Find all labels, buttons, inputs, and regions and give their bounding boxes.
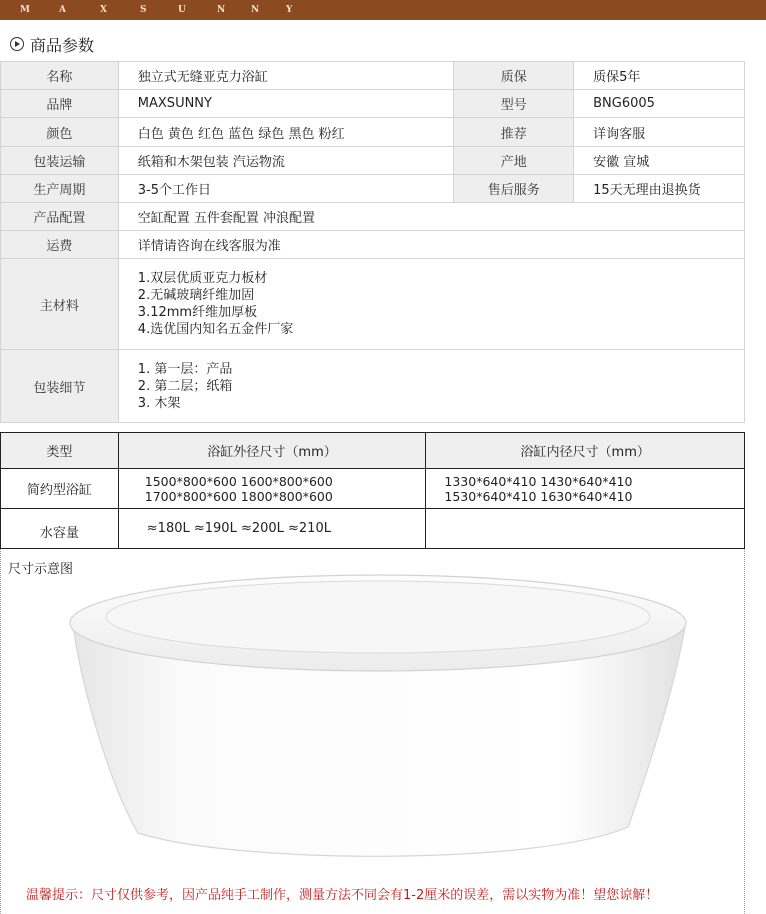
- param-row: [1, 118, 745, 147]
- materials-line: 4.选优国内知名五金件厂家: [137, 322, 294, 337]
- param-label: 售后服务: [454, 175, 574, 203]
- sizes-row: [1, 469, 745, 509]
- capacity-values: ≈180L ≈190L ≈200L ≈210L: [118, 509, 426, 549]
- brand-letter: X: [100, 5, 107, 15]
- param-label: 运费: [1, 231, 119, 259]
- packing-list: [118, 350, 744, 423]
- bathtub-image: [60, 565, 700, 875]
- param-value: 详询客服: [574, 118, 745, 147]
- sizes-header-type: 类型: [1, 433, 119, 469]
- outer-size-line: 1500*800*600 1600*800*600: [144, 473, 333, 489]
- packing-line: 1. 第一层：产品: [137, 361, 233, 377]
- section-title: [10, 33, 94, 55]
- section-title-text: 商品参数: [30, 35, 95, 55]
- param-label: 颜色: [1, 118, 119, 147]
- diagram-label: 尺寸示意图: [8, 562, 74, 577]
- param-label: 包装运输: [1, 147, 119, 175]
- param-value: 质保5年: [574, 62, 745, 90]
- param-row: [1, 203, 745, 231]
- tub-inner: [106, 581, 650, 653]
- brand-letter: N: [217, 5, 226, 15]
- brand-letter: A: [59, 5, 66, 15]
- param-row-materials: [1, 259, 745, 350]
- brand-letter: Y: [286, 5, 293, 15]
- param-value: BNG6005: [574, 90, 745, 118]
- params-table: [0, 61, 745, 423]
- brand-letter: S: [140, 5, 147, 15]
- sizes-table: [0, 432, 745, 549]
- sizes-type-label: 简约型浴缸: [1, 469, 119, 509]
- packing-line: 2. 第二层；纸箱: [137, 378, 233, 394]
- inner-size-line: 1530*640*410 1630*640*410: [444, 488, 633, 504]
- param-label: 包装细节: [1, 350, 119, 423]
- param-value: 15天无理由退换货: [574, 175, 745, 203]
- param-label: 产地: [454, 147, 574, 175]
- param-row-packing: [1, 350, 745, 423]
- sizes-header-outer: 浴缸外径尺寸（mm）: [118, 433, 426, 469]
- param-label: 生产周期: [1, 175, 119, 203]
- param-row: [1, 231, 745, 259]
- materials-line: 2.无碱玻璃纤维加固: [137, 288, 255, 303]
- play-circle-icon: [10, 37, 24, 51]
- param-label: 产品配置: [1, 203, 119, 231]
- param-label: 主材料: [1, 259, 119, 350]
- sizes-header-row: [1, 433, 745, 469]
- param-value: 空缸配置 五件套配置 冲浪配置: [118, 203, 744, 231]
- param-value: 详情请咨询在线客服为准: [118, 231, 744, 259]
- param-row: [1, 62, 745, 90]
- param-value: 独立式无缝亚克力浴缸: [118, 62, 454, 90]
- param-value: 安徽 宣城: [574, 147, 745, 175]
- param-label: 型号: [454, 90, 574, 118]
- inner-size-line: 1330*640*410 1430*640*410: [444, 473, 633, 489]
- param-row: [1, 147, 745, 175]
- inner-sizes: [426, 469, 745, 509]
- param-label: 名称: [1, 62, 119, 90]
- brand-letter: N: [251, 5, 260, 15]
- materials-line: 3.12mm纤维加厚板: [137, 305, 258, 320]
- param-label: 推荐: [454, 118, 574, 147]
- materials-line: 1.双层优质亚克力板材: [137, 271, 268, 286]
- capacity-label: 水容量: [1, 509, 119, 549]
- param-value: 白色 黄色 红色 蓝色 绿色 黑色 粉红: [118, 118, 454, 147]
- param-label: 质保: [454, 62, 574, 90]
- outer-size-line: 1700*800*600 1800*800*600: [144, 488, 333, 504]
- param-value: MAXSUNNY: [118, 90, 454, 118]
- param-row: [1, 90, 745, 118]
- outer-sizes: [118, 469, 426, 509]
- brand-letter: U: [178, 5, 186, 15]
- capacity-empty: [426, 509, 745, 549]
- param-value: 纸箱和木架包装 汽运物流: [118, 147, 454, 175]
- param-row: [1, 175, 745, 203]
- capacity-row: [1, 509, 745, 549]
- sizes-header-inner: 浴缸内径尺寸（mm）: [426, 433, 745, 469]
- brand-letters: [0, 0, 766, 20]
- param-label: 品牌: [1, 90, 119, 118]
- notice-text: 温馨提示：尺寸仅供参考，因产品纯手工制作，测量方法不同会有1-2厘米的误差，需以实物为准！望您谅解！: [26, 888, 659, 903]
- packing-line: 3. 木架: [137, 395, 181, 411]
- brand-letter: M: [20, 5, 30, 15]
- materials-list: [118, 259, 744, 350]
- param-value: 3-5个工作日: [118, 175, 454, 203]
